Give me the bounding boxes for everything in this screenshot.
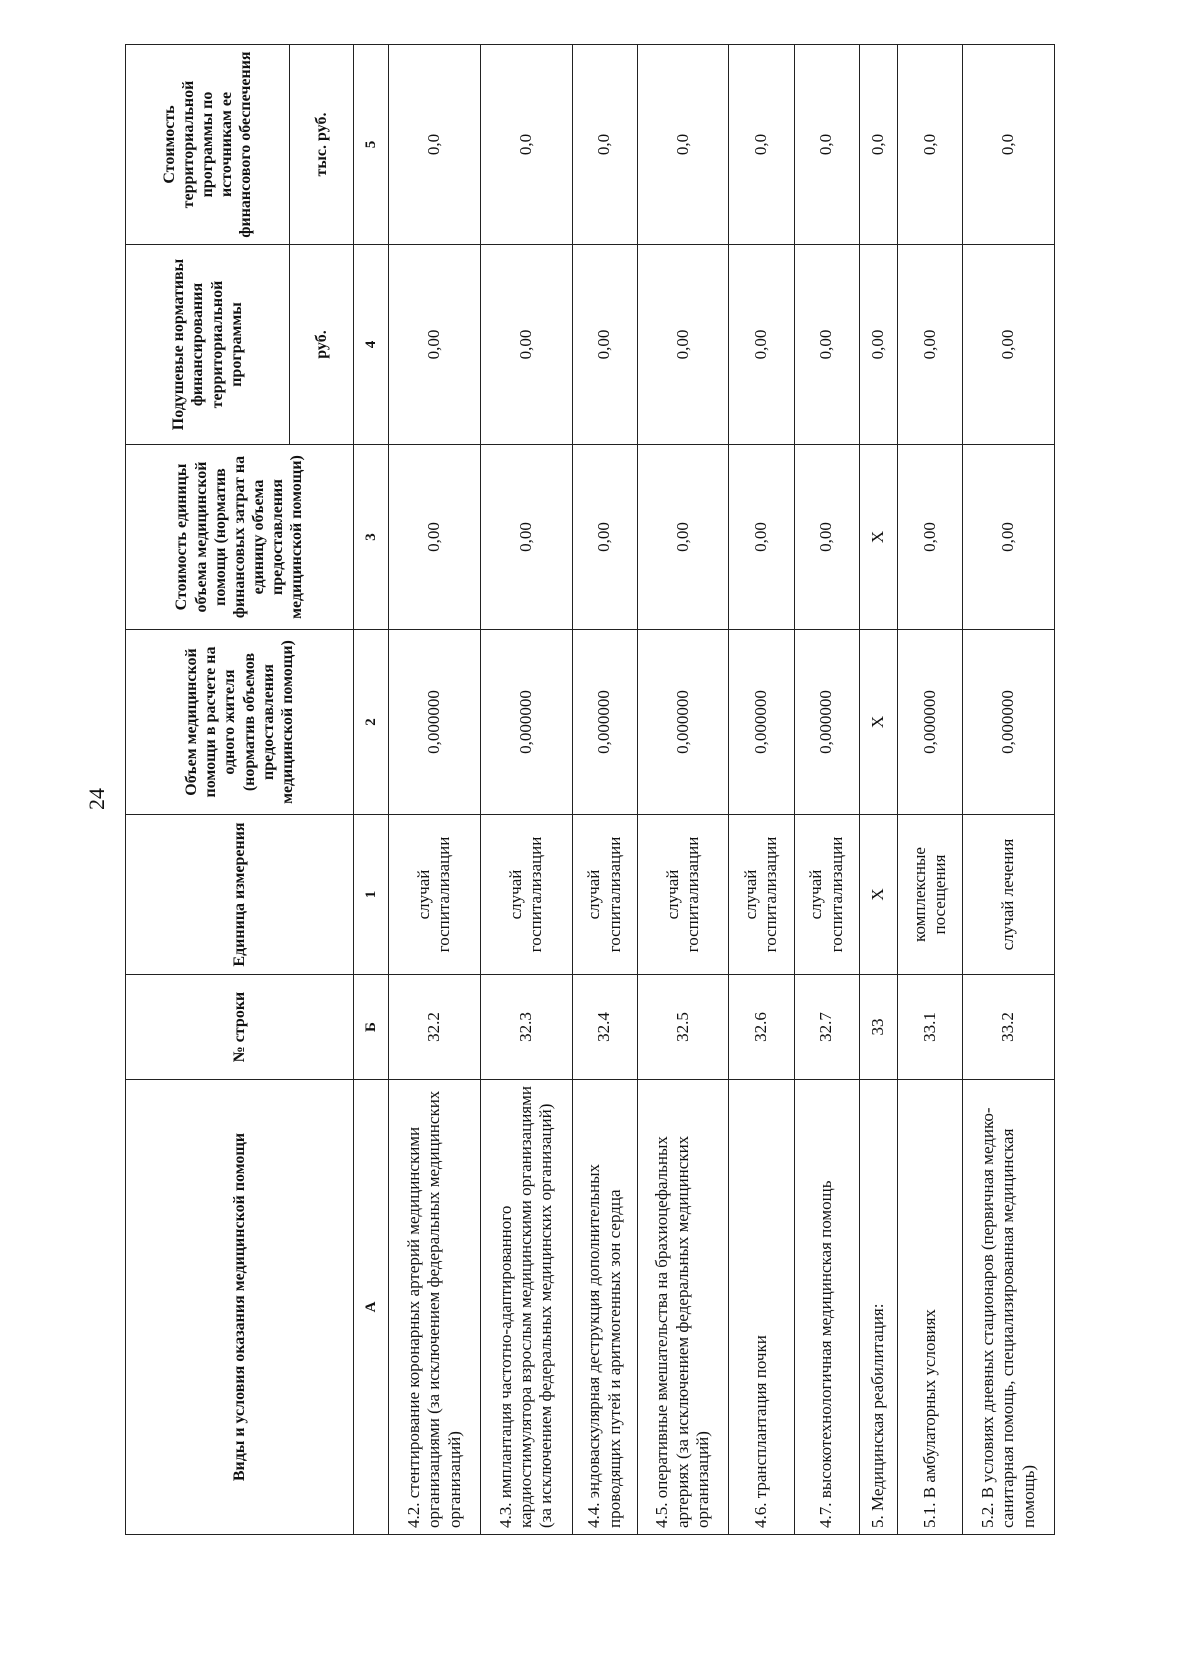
cell-volume: 0,000000 — [898, 630, 963, 815]
index-cell: 3 — [354, 445, 389, 630]
cell-line-number: 33 — [859, 975, 897, 1080]
header-line-number: № строки — [126, 975, 354, 1080]
cell-unit-cost: 0,00 — [572, 445, 637, 630]
table-row — [389, 45, 481, 1535]
cell-unit-cost: 0,00 — [794, 445, 859, 630]
cell-unit: случай госпитализации — [572, 815, 637, 975]
index-cell: А — [354, 1080, 389, 1535]
cell-per-capita: 0,00 — [572, 245, 637, 445]
header-per-capita: Подушевые нормативы финансирования территориальной программы — [126, 245, 290, 445]
cell-per-capita: 0,00 — [963, 245, 1055, 445]
cell-care-type: 5.2. В условиях дневных стационаров (первичная медико-санитарная помощь, специализированная медицинская помощь) — [963, 1080, 1055, 1535]
cell-total: 0,0 — [963, 45, 1055, 245]
table-row — [794, 45, 859, 1535]
cell-total: 0,0 — [480, 45, 572, 245]
cell-care-type: 4.4. эндоваскулярная деструкция дополнительных проводящих путей и аритмогенных зон сердца — [572, 1080, 637, 1535]
cell-volume: 0,000000 — [572, 630, 637, 815]
cell-unit: случай госпитализации — [637, 815, 729, 975]
rotated-table-container — [125, 45, 1055, 1535]
cell-volume: 0,000000 — [637, 630, 729, 815]
cell-care-type: 5.1. В амбулаторных условиях — [898, 1080, 963, 1535]
cell-care-type: 4.5. оперативные вмешательства на брахиоцефальных артериях (за исключением федеральных медицинских организаций) — [637, 1080, 729, 1535]
cell-line-number: 32.2 — [389, 975, 481, 1080]
header-unit-thousand-rub: тыс. руб. — [290, 45, 354, 245]
header-program-cost: Стоимость территориальной программы по источникам ее финансового обеспечения — [126, 45, 290, 245]
table-row — [963, 45, 1055, 1535]
table-row — [480, 45, 572, 1535]
cell-unit: комплексные посещения — [898, 815, 963, 975]
cell-unit: случай госпитализации — [480, 815, 572, 975]
cell-unit-cost: 0,00 — [637, 445, 729, 630]
cell-total: 0,0 — [729, 45, 794, 245]
index-cell: Б — [354, 975, 389, 1080]
header-unit: Единица измерения — [126, 815, 354, 975]
cell-line-number: 33.1 — [898, 975, 963, 1080]
table-row — [572, 45, 637, 1535]
medical-care-table — [125, 44, 1055, 1535]
cell-per-capita: 0,00 — [794, 245, 859, 445]
index-cell: 4 — [354, 245, 389, 445]
cell-volume: 0,000000 — [389, 630, 481, 815]
cell-volume: 0,000000 — [480, 630, 572, 815]
cell-unit-cost: 0,00 — [963, 445, 1055, 630]
cell-unit: случай госпитализации — [729, 815, 794, 975]
table-row — [898, 45, 963, 1535]
cell-per-capita: 0,00 — [480, 245, 572, 445]
index-cell: 2 — [354, 630, 389, 815]
cell-line-number: 32.3 — [480, 975, 572, 1080]
cell-volume: 0,000000 — [794, 630, 859, 815]
cell-total: 0,0 — [859, 45, 897, 245]
cell-per-capita: 0,00 — [898, 245, 963, 445]
cell-unit-cost: 0,00 — [389, 445, 481, 630]
cell-line-number: 32.7 — [794, 975, 859, 1080]
cell-unit-cost: Х — [859, 445, 897, 630]
table-row — [729, 45, 794, 1535]
cell-volume: 0,000000 — [963, 630, 1055, 815]
cell-volume: 0,000000 — [729, 630, 794, 815]
cell-unit: случай госпитализации — [389, 815, 481, 975]
cell-unit-cost: 0,00 — [480, 445, 572, 630]
cell-care-type: 5. Медицинская реабилитация: — [859, 1080, 897, 1535]
cell-unit-cost: 0,00 — [898, 445, 963, 630]
cell-per-capita: 0,00 — [389, 245, 481, 445]
cell-care-type: 4.2. стентирование коронарных артерий медицинскими организациями (за исключением федеральных медицинских организаций) — [389, 1080, 481, 1535]
cell-line-number: 33.2 — [963, 975, 1055, 1080]
cell-line-number: 32.5 — [637, 975, 729, 1080]
cell-total: 0,0 — [637, 45, 729, 245]
table-row — [859, 45, 897, 1535]
index-cell: 5 — [354, 45, 389, 245]
cell-volume: Х — [859, 630, 897, 815]
cell-care-type: 4.7. высокотехнологичная медицинская помощь — [794, 1080, 859, 1535]
header-unit-cost: Стоимость единицы объема медицинской помощи (норматив финансовых затрат на единицу объема предоставления медицинской помощи) — [126, 445, 354, 630]
table-row — [637, 45, 729, 1535]
header-unit-rub: руб. — [290, 245, 354, 445]
index-cell: 1 — [354, 815, 389, 975]
header-volume: Объем медицинской помощи в расчете на одного жителя (норматив объемов предоставления медицинской помощи) — [126, 630, 354, 815]
page-number: 24 — [84, 788, 109, 810]
cell-total: 0,0 — [794, 45, 859, 245]
cell-total: 0,0 — [389, 45, 481, 245]
cell-per-capita: 0,00 — [729, 245, 794, 445]
cell-unit: Х — [859, 815, 897, 975]
cell-total: 0,0 — [572, 45, 637, 245]
cell-line-number: 32.6 — [729, 975, 794, 1080]
cell-care-type: 4.6. трансплантация почки — [729, 1080, 794, 1535]
cell-line-number: 32.4 — [572, 975, 637, 1080]
cell-per-capita: 0,00 — [637, 245, 729, 445]
cell-unit-cost: 0,00 — [729, 445, 794, 630]
header-care-type: Виды и условия оказания медицинской помощи — [126, 1080, 354, 1535]
cell-care-type: 4.3. имплантация частотно-адаптированного кардиостимулятора взрослым медицинскими организациями (за исключением федеральных медицинских организаций) — [480, 1080, 572, 1535]
cell-per-capita: 0,00 — [859, 245, 897, 445]
cell-total: 0,0 — [898, 45, 963, 245]
cell-unit: случай госпитализации — [794, 815, 859, 975]
cell-unit: случай лечения — [963, 815, 1055, 975]
